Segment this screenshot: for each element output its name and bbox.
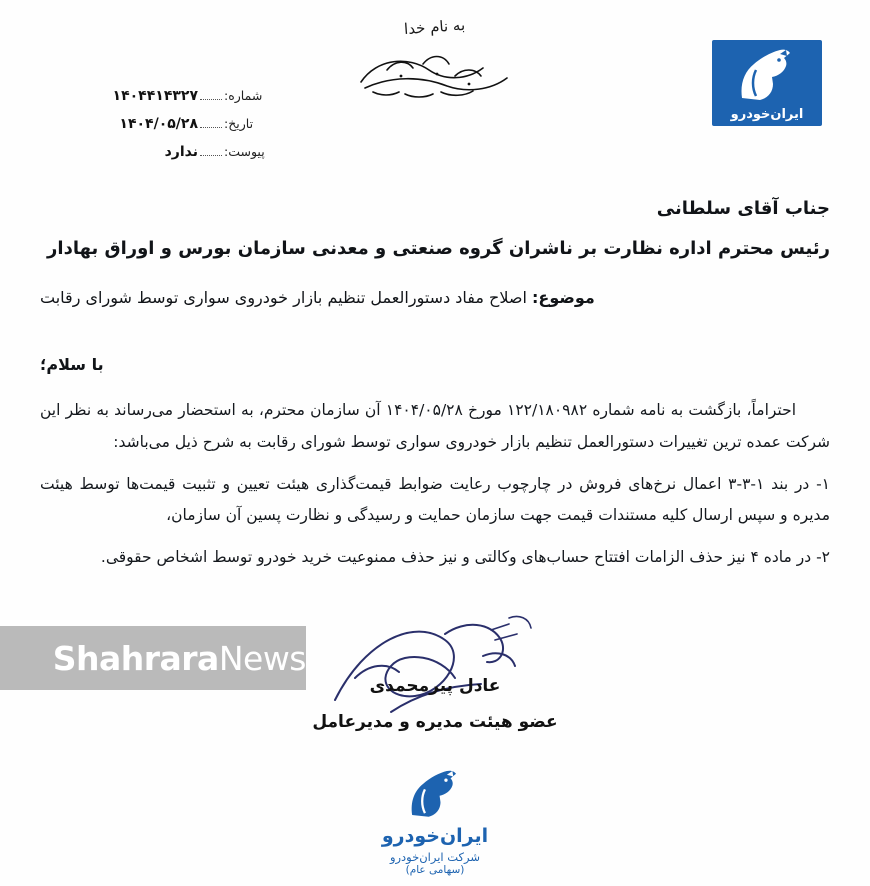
watermark-bold: Shahrara xyxy=(52,638,219,678)
meta-value-date: ۱۴۰۴/۰۵/۲۸ xyxy=(119,116,198,132)
watermark-text xyxy=(53,639,306,678)
handwritten-signature xyxy=(295,600,575,730)
meta-row-date xyxy=(119,116,270,132)
meta-row-attachment xyxy=(165,144,270,160)
meta-row-number xyxy=(113,88,270,104)
subject-value: اصلاح مفاد دستورالعمل تنظیم بازار خودروی سواری توسط شورای رقابت xyxy=(40,288,527,307)
watermark-banner xyxy=(0,626,306,690)
letter-body xyxy=(40,395,830,584)
signature-title: عضو هیئت مدیره و مدیرعامل xyxy=(312,712,558,732)
footer-brand: ایران‌خودرو xyxy=(381,825,489,848)
basmala-text: به نام خدا xyxy=(403,15,467,39)
meta-value-number: ۱۴۰۴۴۱۴۳۲۷ xyxy=(112,88,198,104)
footer-company-type: (سهامی عام) xyxy=(405,864,465,876)
addressee-line-1: جناب آقای سلطانی xyxy=(656,198,830,219)
calligraphy-seal-icon xyxy=(351,46,519,104)
letterhead-logo xyxy=(712,40,822,126)
iran-khodro-horse-icon xyxy=(0,767,870,823)
body-paragraph-2: ۱- در بند ۱-۳-۳ اعمال نرخ‌های فروش در چارچوب رعایت ضوابط قیمت‌گذاری هیئت تعیین و تثبیت قیمت‌ها توسط هیئت مدیره و سپس ارسال کلیه مستندات قیمت جهت سازمان حمایت و رسیدگی و نظارت پسین آن سازمان، xyxy=(40,474,830,525)
meta-label-number: شماره: xyxy=(224,88,263,103)
footer-stamp xyxy=(0,767,870,876)
watermark-light: News xyxy=(218,638,306,678)
meta-label-attachment: پیوست: xyxy=(224,144,265,159)
footer-company-name: شرکت ایران‌خودرو xyxy=(389,850,481,864)
subject-label: موضوع: xyxy=(532,288,595,307)
logo-brand-text: ایران‌خودرو xyxy=(730,107,804,122)
meta-dots xyxy=(200,155,222,156)
basmala xyxy=(0,15,870,39)
letter-greeting: با سلام؛ xyxy=(40,355,104,374)
iran-khodro-horse-icon xyxy=(732,46,802,106)
meta-label-date: تاریخ: xyxy=(224,116,254,131)
signature-name: عادل پیرمحمدی xyxy=(369,676,501,696)
body-paragraph-3: ۲- در ماده ۴ نیز حذف الزامات افتتاح حساب‌های وکالتی و نیز حذف ممنوعیت خرید خودرو توسط اشخاص حقوقی. xyxy=(100,548,830,567)
meta-value-attachment: ندارد xyxy=(164,144,198,160)
addressee-line-2: رئیس محترم اداره نظارت بر ناشران گروه صنعتی و معدنی سازمان بورس و اوراق بهادار xyxy=(47,238,830,259)
meta-dots xyxy=(200,99,222,100)
body-paragraph-1: احتراماً، بازگشت به نامه شماره ۱۲۲/۱۸۰۹۸۲ مورخ ۱۴۰۴/۰۵/۲۸ آن سازمان محترم، به استحضار می‌رساند به نظر این شرکت عمده ترین تغییرات دستورالعمل تنظیم بازار خودروی سواری توسط شورای رقابت به شرح ذیل می‌باشد: xyxy=(40,401,830,451)
meta-dots xyxy=(200,127,222,128)
letter-subject xyxy=(40,288,635,307)
